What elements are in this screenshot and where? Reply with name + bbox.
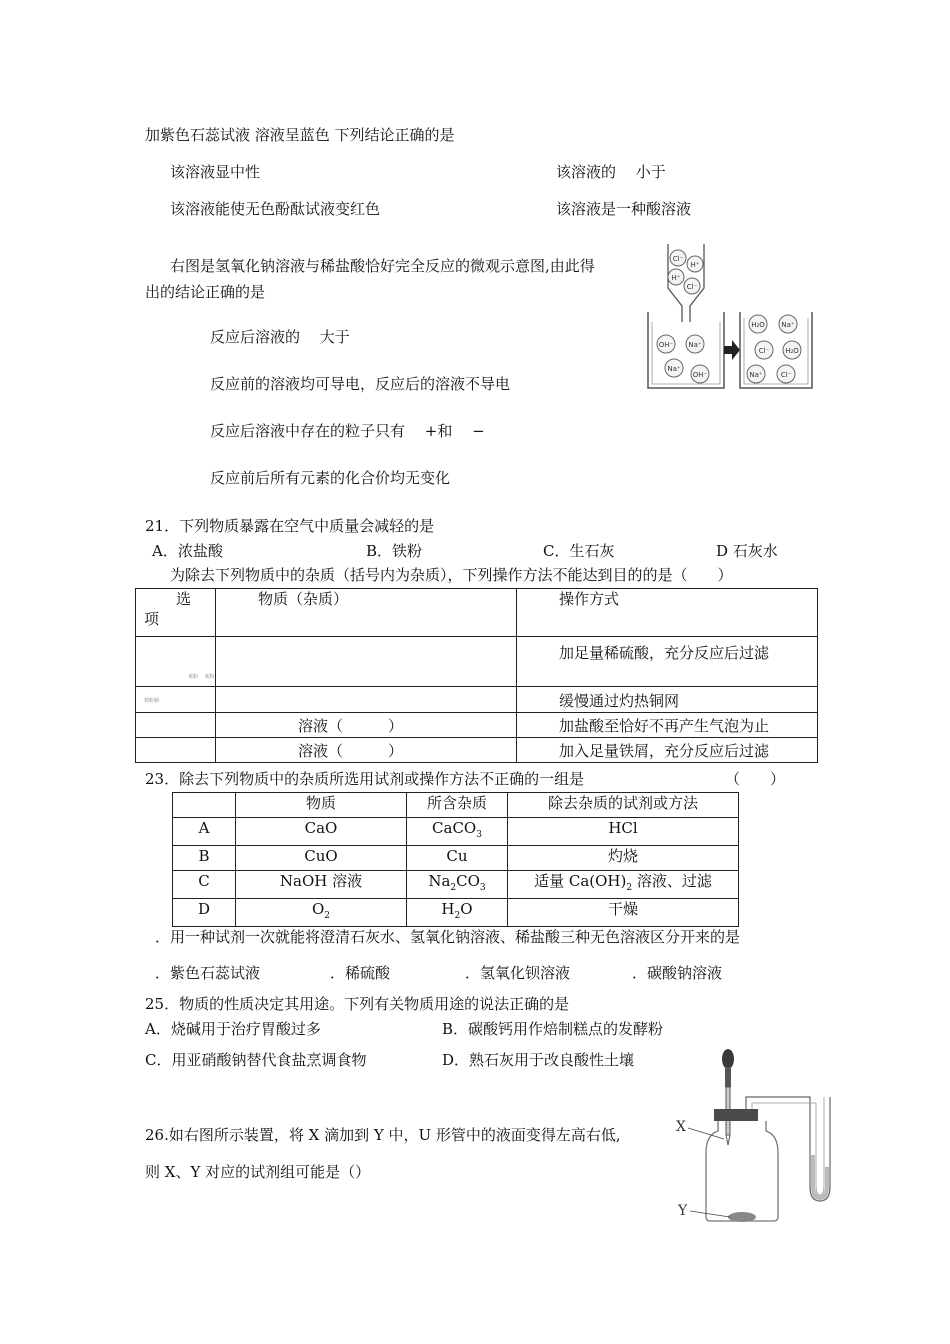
solid-y [728, 1212, 756, 1222]
cell-impurity: $Na_2CO_3$ [407, 871, 508, 899]
cell-substance: CuO [236, 846, 407, 871]
q24-stem: ．用一种试剂一次就能将澄清石灰水、氢氧化钠溶液、稀盐酸三种无色溶液区分开来的是 [155, 928, 741, 946]
q23-stem: 23．除去下列物质中的杂质所选用试剂或操作方法不正确的一组是 [145, 770, 585, 788]
cell-method: 灼烧 [508, 846, 739, 871]
beaker2-ions [747, 315, 801, 383]
cell-option [136, 738, 216, 763]
header-cell-option [136, 589, 216, 637]
q20-stem-line1: 右图是氢氧化钠溶液与稀盐酸恰好完全反应的微观示意图,由此得 [170, 257, 595, 275]
cell-impurity: Cu [407, 846, 508, 871]
table-row [173, 818, 739, 846]
q23-table [172, 792, 739, 927]
q19-option-a: 该溶液显中性 [170, 163, 261, 181]
cell-substance [216, 687, 517, 713]
header-cell [173, 793, 236, 818]
table-row [136, 713, 818, 738]
table-header-row [173, 793, 739, 818]
cell-option: 铁粉钠 [136, 687, 216, 713]
q21-option-b: B．铁粉 [366, 542, 423, 560]
cell-option: D [173, 899, 236, 927]
cell-substance: 溶液（ ） [216, 738, 517, 763]
dropper-ions [668, 250, 703, 294]
cell-method: 加足量稀硫酸，充分反应后过滤 [517, 637, 818, 687]
apparatus-diagram [670, 1045, 850, 1235]
beaker2-ion: Na⁺ [781, 321, 795, 329]
q26-stem-line1: 26.如右图所示装置，将 X 滴加到 Y 中，U 形管中的液面变得左高右低, [145, 1126, 621, 1144]
beaker2-ion: H₂O [751, 321, 765, 329]
cell-substance [216, 637, 517, 687]
header-text: 选 [176, 590, 192, 608]
table-row [173, 899, 739, 927]
dropper-ion: H⁺ [690, 261, 700, 269]
table-row [136, 738, 818, 763]
q20-option-c: 反应后溶液中存在的粒子只有 +和 − [210, 422, 485, 440]
table-row [173, 871, 739, 899]
beaker1-ions [657, 335, 709, 383]
q23-paren: （ ） [725, 770, 786, 788]
header-cell-method: 除去杂质的试剂或方法 [508, 793, 739, 818]
cell-method: 适量 $Ca(OH)_2$ 溶液、过滤 [508, 871, 739, 899]
cell-substance: CaO [236, 818, 407, 846]
q20-option-d: 反应前后所有元素的化合价均无变化 [210, 469, 451, 487]
q25-option-c: C．用亚硝酸钠替代食盐烹调食物 [145, 1051, 367, 1069]
cell-method: 干燥 [508, 899, 739, 927]
beaker1-ion: Na⁺ [688, 341, 702, 349]
q24-option-d: ．碳酸钠溶液 [632, 964, 723, 982]
cell-option: 苯粉 灰粉 [136, 637, 216, 687]
beaker1-ion: OH⁻ [692, 371, 708, 379]
q25-option-d: D．熟石灰用于改良酸性土壤 [442, 1051, 635, 1069]
q26-stem-line2: 则 X、Y 对应的试剂组可能是（） [145, 1163, 371, 1181]
table-header-row [136, 589, 818, 637]
header-cell-method: 操作方式 [517, 589, 818, 637]
q24-option-b: ．稀硫酸 [330, 964, 391, 982]
cell-impurity: CaCO$_3$ [407, 818, 508, 846]
stopper [714, 1109, 758, 1121]
table-row [173, 846, 739, 871]
reaction-diagram [640, 244, 815, 396]
dropper-bulb [722, 1049, 734, 1069]
q19-option-b: 该溶液的 小于 [556, 163, 666, 181]
dropper-ion: H⁺ [671, 274, 681, 282]
q21-stem: 21．下列物质暴露在空气中质量会减轻的是 [145, 517, 435, 535]
q20-option-a: 反应后溶液的 大于 [210, 328, 350, 346]
q25-stem: 25．物质的性质决定其用途。下列有关物质用途的说法正确的是 [145, 995, 570, 1013]
cell-method: 加入足量铁屑，充分反应后过滤 [517, 738, 818, 763]
q19-stem: 加紫色石蕊试液 溶液呈蓝色 下列结论正确的是 [145, 126, 455, 144]
q20-stem-line2: 出的结论正确的是 [145, 283, 266, 301]
cell-option [136, 713, 216, 738]
q21-option-d: D 石灰水 [716, 542, 778, 560]
beaker1-ion: OH⁻ [658, 341, 674, 349]
cell-method: 加盐酸至恰好不再产生气泡为止 [517, 713, 818, 738]
beaker2-ion: H₂O [785, 347, 799, 355]
q24-option-c: ．氢氧化钡溶液 [465, 964, 571, 982]
cell-option: B [173, 846, 236, 871]
label-x: X [676, 1119, 686, 1135]
beaker2-ion: Na⁺ [749, 371, 763, 379]
header-cell-impurity: 所含杂质 [407, 793, 508, 818]
header-text: 项 [144, 610, 160, 628]
cell-substance: $O_2$ [236, 899, 407, 927]
q20-option-b: 反应前的溶液均可导电，反应后的溶液不导电 [210, 375, 511, 393]
header-cell-substance: 物质（杂质） [216, 589, 517, 637]
cell-substance: 溶液（ ） [216, 713, 517, 738]
q24-option-a: ．紫色石蕊试液 [155, 964, 261, 982]
q25-option-a: A．烧碱用于治疗胃酸过多 [145, 1020, 321, 1038]
dropper-ion: Cl⁻ [686, 283, 698, 291]
q22-stem: 为除去下列物质中的杂质（括号内为杂质），下列操作方法不能达到目的的是（ ） [170, 566, 733, 584]
q21-option-a: A．浓盐酸 [152, 542, 223, 560]
cell-method: 缓慢通过灼热铜网 [517, 687, 818, 713]
arrow-icon [724, 340, 740, 360]
beaker2-ion: Cl⁻ [758, 347, 770, 355]
bottle [706, 1121, 778, 1221]
cell-option: A [173, 818, 236, 846]
table-row [136, 687, 818, 713]
dropper-ion: Cl⁻ [672, 255, 684, 263]
q19-option-d: 该溶液是一种酸溶液 [556, 200, 692, 218]
beaker2-ion: Cl⁻ [780, 371, 792, 379]
header-cell-substance: 物质 [236, 793, 407, 818]
label-y: Y [678, 1203, 688, 1219]
cell-impurity: $H_2O$ [407, 899, 508, 927]
table-row [136, 637, 818, 687]
q25-option-b: B．碳酸钙用作焙制糕点的发酵粉 [442, 1020, 664, 1038]
beaker1-ion: Na⁺ [667, 365, 681, 373]
q21-option-c: C．生石灰 [543, 542, 615, 560]
cell-method: HCl [508, 818, 739, 846]
q19-option-c: 该溶液能使无色酚酞试液变红色 [170, 200, 381, 218]
cell-substance: NaOH 溶液 [236, 871, 407, 899]
q22-table [135, 588, 818, 763]
cell-option: C [173, 871, 236, 899]
